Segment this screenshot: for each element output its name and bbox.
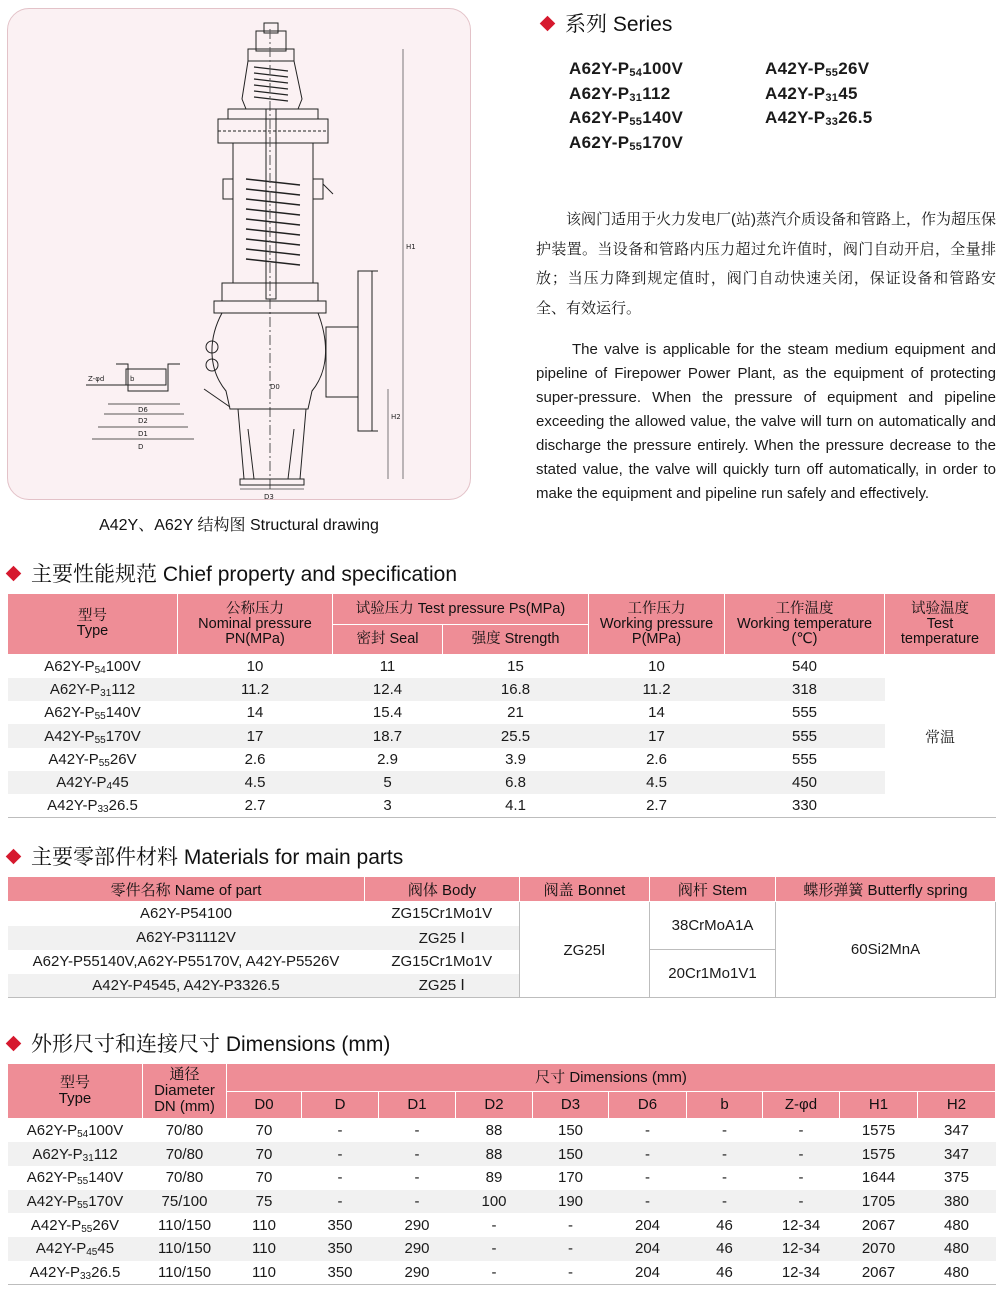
dim-cell-type: A42Y-P3326.5 xyxy=(8,1261,143,1285)
spec-cell: 2.7 xyxy=(589,794,725,817)
spec-header-strength: 强度 Strength xyxy=(443,625,589,655)
dim-header-col: H2 xyxy=(918,1092,996,1119)
materials-header-stem: 阀杆 Stem xyxy=(650,877,776,902)
spec-cell: 10 xyxy=(648,657,665,675)
label-z: Z-φd xyxy=(88,375,105,383)
spec-cell: 21 xyxy=(507,704,524,722)
dim-cell-type: A62Y-P55140V xyxy=(26,1169,124,1188)
materials-cell-body: ZG15Cr1Mo1V xyxy=(391,905,493,923)
spec-cell-type: A62Y-P54100V xyxy=(44,657,141,676)
spec-cell: 2.6 xyxy=(244,750,266,768)
table-row xyxy=(8,1119,996,1143)
dim-cell: 70 xyxy=(255,1122,273,1140)
table-row xyxy=(8,678,996,701)
spec-cell: 2.9 xyxy=(377,750,398,768)
materials-cell-part: A42Y-P4545, A42Y-P3326.5 xyxy=(8,974,365,998)
spec-cell-type: A62Y-P31112 xyxy=(8,678,178,701)
valve-structural-drawing xyxy=(8,9,471,500)
dim-cell: 88 xyxy=(485,1122,503,1140)
label-d0: D0 xyxy=(270,383,280,391)
spec-cell: 16.8 xyxy=(443,678,589,701)
dim-header-col: D1 xyxy=(379,1092,456,1119)
spec-cell-type: A42Y-P445 xyxy=(8,771,178,794)
series-item: A42Y-P3145 xyxy=(765,83,858,104)
materials-table xyxy=(7,876,996,998)
series-column-left xyxy=(569,57,683,155)
spec-header-test-pressure: 试验压力 Test pressure Ps(MPa) xyxy=(333,594,589,625)
dim-cell: 290 xyxy=(379,1237,456,1261)
spec-cell: 11.2 xyxy=(589,678,725,701)
table-row xyxy=(8,724,996,747)
dim-cell-dn: 110/150 xyxy=(143,1237,227,1261)
spec-cell: 25.5 xyxy=(443,724,589,747)
materials-cell-stem: 20Cr1Mo1V1 xyxy=(650,950,776,998)
dim-header-col: H1 xyxy=(840,1092,918,1119)
dim-cell-type: A42Y-P5526V xyxy=(30,1216,120,1235)
dim-header-type: 型号 Type xyxy=(8,1064,143,1119)
dim-cell: 350 xyxy=(327,1216,353,1234)
dim-cell: 480 xyxy=(943,1216,970,1234)
series-item: A42Y-P5526V xyxy=(765,59,870,79)
spec-cell-type: A42Y-P3326.5 xyxy=(8,794,178,817)
dim-cell: 350 xyxy=(302,1237,379,1261)
dim-cell: - xyxy=(568,1216,573,1234)
dimensions-heading-text: 外形尺寸和连接尺寸 Dimensions (mm) xyxy=(31,1033,391,1056)
dim-header-col: Z-φd xyxy=(763,1092,840,1119)
dim-cell: 1705 xyxy=(840,1190,918,1214)
dim-cell: 46 xyxy=(716,1216,733,1234)
dim-cell: 1644 xyxy=(861,1169,896,1187)
table-row xyxy=(8,902,996,926)
spec-cell: 330 xyxy=(725,794,885,817)
dim-cell: 204 xyxy=(609,1237,687,1261)
table-row xyxy=(8,748,996,771)
dim-cell: 75 xyxy=(227,1190,302,1214)
label-d1: D1 xyxy=(138,430,148,438)
spec-cell: 540 xyxy=(791,657,818,675)
spec-cell: 4.5 xyxy=(178,771,333,794)
description-chinese: 该阀门适用于火力发电厂(站)蒸汽介质设备和管路上，作为超压保护装置。当设备和管路内压力超过允许值时，阀门自动开启，全量排放；当压力降到规定值时，阀门自动快速关闭，保证设备和管路安全、有效运行。 xyxy=(536,211,996,317)
dim-cell: 89 xyxy=(485,1169,503,1187)
dim-cell: - xyxy=(687,1190,763,1214)
dim-cell: - xyxy=(645,1122,650,1140)
dim-cell: - xyxy=(302,1190,379,1214)
materials-cell-body: ZG15Cr1Mo1V xyxy=(391,953,493,970)
dim-cell: 46 xyxy=(687,1261,763,1285)
materials-heading-text: 主要零部件材料 Materials for main parts xyxy=(31,846,404,869)
dim-cell: 480 xyxy=(918,1261,996,1285)
dim-cell: - xyxy=(302,1142,379,1166)
dim-cell: - xyxy=(414,1169,420,1187)
dim-cell: 1575 xyxy=(861,1122,896,1140)
series-item: A62Y-P54100V xyxy=(569,59,684,79)
materials-cell-part: A62Y-P55140V,A62Y-P55170V, A42Y-P5526V xyxy=(32,953,340,970)
dim-cell: 380 xyxy=(918,1190,996,1214)
dim-cell: - xyxy=(722,1122,727,1140)
series-item: A62Y-P55170V xyxy=(569,132,684,153)
label-d: D xyxy=(138,443,144,451)
materials-heading xyxy=(6,841,403,871)
label-d6: D6 xyxy=(138,406,148,414)
dim-cell: - xyxy=(379,1142,456,1166)
dimensions-table xyxy=(7,1063,996,1285)
dim-cell: 375 xyxy=(943,1169,970,1187)
dim-header-col: D0 xyxy=(227,1092,302,1119)
label-h1: H1 xyxy=(406,243,416,251)
dim-cell: - xyxy=(798,1169,804,1187)
spec-cell: 2.6 xyxy=(646,750,667,768)
spec-cell-type: A42Y-P5526V xyxy=(48,750,137,769)
dim-cell: 46 xyxy=(687,1237,763,1261)
spec-cell: 15 xyxy=(507,657,524,675)
dim-header-col: D6 xyxy=(609,1092,687,1119)
dim-cell: 2067 xyxy=(861,1216,896,1234)
diamond-bullet-icon xyxy=(6,1035,22,1051)
dim-cell-type: A62Y-P31112 xyxy=(8,1142,143,1166)
dim-cell: 2070 xyxy=(840,1237,918,1261)
dim-cell: - xyxy=(456,1261,533,1285)
dimensions-table-body xyxy=(8,1119,996,1285)
table-row xyxy=(8,771,996,794)
dim-cell: 2067 xyxy=(840,1261,918,1285)
dim-header-diameter: 通径 Diameter DN (mm) xyxy=(143,1064,227,1119)
spec-cell: 5 xyxy=(333,771,443,794)
spec-cell: 2.7 xyxy=(178,794,333,817)
spec-header-nominal-pressure: 公称压力 Nominal pressure PN(MPa) xyxy=(178,594,333,655)
materials-header-part: 零件名称 Name of part xyxy=(8,877,365,902)
spec-header-type: 型号 Type xyxy=(8,594,178,655)
spec-cell: 12.4 xyxy=(333,678,443,701)
spec-cell: 10 xyxy=(246,657,264,675)
dim-cell: 12-34 xyxy=(763,1261,840,1285)
materials-header-body: 阀体 Body xyxy=(365,877,520,902)
dim-cell: 110 xyxy=(227,1237,302,1261)
table-row xyxy=(8,1166,996,1190)
spec-cell: 14 xyxy=(648,704,665,722)
spec-cell: 6.8 xyxy=(443,771,589,794)
dim-cell: 347 xyxy=(943,1122,970,1140)
spec-cell: 4.5 xyxy=(589,771,725,794)
diamond-bullet-icon xyxy=(540,15,556,31)
dim-cell: - xyxy=(491,1216,497,1234)
dim-cell-dn: 70/80 xyxy=(143,1142,227,1166)
label-d3: D3 xyxy=(264,493,274,501)
dim-cell: 110 xyxy=(227,1261,302,1285)
dim-cell: - xyxy=(763,1190,840,1214)
materials-header-spring: 蝶形弹簧 Butterfly spring xyxy=(776,877,996,902)
dim-header-col: D3 xyxy=(533,1092,609,1119)
spec-cell: 318 xyxy=(725,678,885,701)
table-row xyxy=(8,1190,996,1214)
dim-cell: 100 xyxy=(456,1190,533,1214)
materials-cell-spring: 60Si2MnA xyxy=(776,902,996,998)
label-d2: D2 xyxy=(138,417,148,425)
dim-cell: 204 xyxy=(609,1261,687,1285)
spec-heading xyxy=(6,558,457,588)
spec-cell: 14 xyxy=(246,704,264,722)
dim-cell-dn: 110/150 xyxy=(157,1216,212,1234)
series-heading-text: 系列 Series xyxy=(565,13,673,36)
spec-cell: 11 xyxy=(379,657,396,675)
dim-cell-dn: 70/80 xyxy=(165,1169,204,1187)
dim-cell: 480 xyxy=(918,1237,996,1261)
drawing-caption: A42Y、A62Y 结构图 Structural drawing xyxy=(99,517,379,534)
spec-heading-text: 主要性能规范 Chief property and specification xyxy=(31,563,457,586)
spec-cell: 17 xyxy=(589,724,725,747)
dim-cell: - xyxy=(722,1169,727,1187)
dim-cell: 88 xyxy=(456,1142,533,1166)
dim-cell-dn: 70/80 xyxy=(165,1122,204,1140)
dim-cell: - xyxy=(609,1142,687,1166)
dim-cell: 70 xyxy=(227,1142,302,1166)
diamond-bullet-icon xyxy=(6,565,22,581)
materials-header-bonnet: 阀盖 Bonnet xyxy=(520,877,650,902)
spec-cell: 3.9 xyxy=(505,750,526,768)
spec-cell-type: A62Y-P55140V xyxy=(44,704,141,723)
dim-cell: 70 xyxy=(255,1169,273,1187)
dim-cell-type: A62Y-P54100V xyxy=(26,1122,124,1141)
dim-cell: - xyxy=(337,1169,343,1187)
dim-cell: - xyxy=(379,1190,456,1214)
spec-header-working-temperature: 工作温度 Working temperature (℃) xyxy=(725,594,885,655)
dim-cell: - xyxy=(456,1237,533,1261)
spec-cell: 11.2 xyxy=(178,678,333,701)
structural-drawing-panel xyxy=(7,8,471,500)
table-row xyxy=(8,1237,996,1261)
dim-cell: - xyxy=(414,1122,420,1140)
table-row xyxy=(8,655,996,678)
dim-cell: - xyxy=(763,1142,840,1166)
table-row xyxy=(8,1213,996,1237)
spec-cell: 450 xyxy=(725,771,885,794)
materials-cell-bonnet: ZG25Ⅰ xyxy=(520,902,650,998)
series-item: A42Y-P3326.5 xyxy=(765,108,873,128)
spec-cell: 555 xyxy=(791,750,818,768)
spec-cell: 18.7 xyxy=(333,724,443,747)
table-row xyxy=(8,701,996,724)
materials-cell-body: ZG25 Ⅰ xyxy=(365,926,520,950)
spec-cell: 17 xyxy=(178,724,333,747)
dimensions-heading xyxy=(6,1028,390,1058)
spec-header-test-temperature: 试验温度 Test temperature xyxy=(885,594,996,655)
table-row xyxy=(8,794,996,817)
series-column-right xyxy=(765,57,873,131)
dim-cell: - xyxy=(687,1142,763,1166)
dim-cell: 204 xyxy=(634,1216,661,1234)
dim-header-dimensions: 尺寸 Dimensions (mm) xyxy=(227,1064,996,1092)
spec-header-seal: 密封 Seal xyxy=(333,625,443,655)
spec-header-working-pressure: 工作压力 Working pressure P(MPa) xyxy=(589,594,725,655)
materials-cell-part: A62Y-P31112V xyxy=(8,926,365,950)
spec-cell: 555 xyxy=(725,724,885,747)
dim-cell: 350 xyxy=(302,1261,379,1285)
description-english: The valve is applicable for the steam medium equipment and pipeline of Firepower Power Plant, as the equipment of protecting super-pressure. When the pressure of equipment and pipeline exceeding the allowed value, the valve will turn on automatically and discharge the pressure entirely. When the pressure decrease to the stated value, the valve will quickly turn off automatically, in order to make the equipment and pipeline run safely and effectively. xyxy=(536,341,996,502)
spec-cell: 3 xyxy=(333,794,443,817)
materials-cell-stem: 38CrMoA1A xyxy=(650,902,776,950)
series-item: A62Y-P31112 xyxy=(569,83,671,104)
dim-cell: 110 xyxy=(252,1216,276,1234)
dim-cell: 170 xyxy=(557,1169,584,1187)
spec-cell: 555 xyxy=(791,704,818,722)
dim-cell: 150 xyxy=(557,1122,584,1140)
dim-cell-type: A42Y-P4545 xyxy=(8,1237,143,1261)
spec-cell: 15.4 xyxy=(372,704,403,722)
label-h2: H2 xyxy=(391,413,401,421)
spec-table xyxy=(7,593,996,818)
spec-cell-test-temperature: 常温 xyxy=(885,655,996,818)
dim-cell: 290 xyxy=(379,1261,456,1285)
table-row xyxy=(8,1261,996,1285)
dim-cell: - xyxy=(798,1122,804,1140)
dim-header-col: D2 xyxy=(456,1092,533,1119)
series-item: A62Y-P55140V xyxy=(569,108,684,128)
dim-cell: 12-34 xyxy=(763,1237,840,1261)
dim-cell: 150 xyxy=(533,1142,609,1166)
dim-cell: 290 xyxy=(404,1216,430,1234)
dim-cell: 1575 xyxy=(840,1142,918,1166)
materials-cell-body: ZG25 Ⅰ xyxy=(365,974,520,998)
dim-cell: 347 xyxy=(918,1142,996,1166)
series-heading xyxy=(540,8,672,38)
dim-cell-type: A42Y-P55170V xyxy=(8,1190,143,1214)
dim-cell-dn: 110/150 xyxy=(143,1261,227,1285)
dim-cell: 190 xyxy=(533,1190,609,1214)
diamond-bullet-icon xyxy=(6,848,22,864)
dim-cell: 12-34 xyxy=(781,1216,821,1234)
dim-cell-dn: 75/100 xyxy=(143,1190,227,1214)
dim-cell: - xyxy=(337,1122,343,1140)
dim-cell: - xyxy=(645,1169,650,1187)
table-row xyxy=(8,1142,996,1166)
dim-header-col: D xyxy=(302,1092,379,1119)
label-b: b xyxy=(130,375,135,383)
spec-cell: 4.1 xyxy=(443,794,589,817)
spec-cell-type: A42Y-P55170V xyxy=(8,724,178,747)
dim-header-col: b xyxy=(687,1092,763,1119)
materials-cell-part: A62Y-P54100 xyxy=(139,905,233,923)
dim-cell: - xyxy=(609,1190,687,1214)
dim-cell: - xyxy=(533,1237,609,1261)
dim-cell: - xyxy=(533,1261,609,1285)
